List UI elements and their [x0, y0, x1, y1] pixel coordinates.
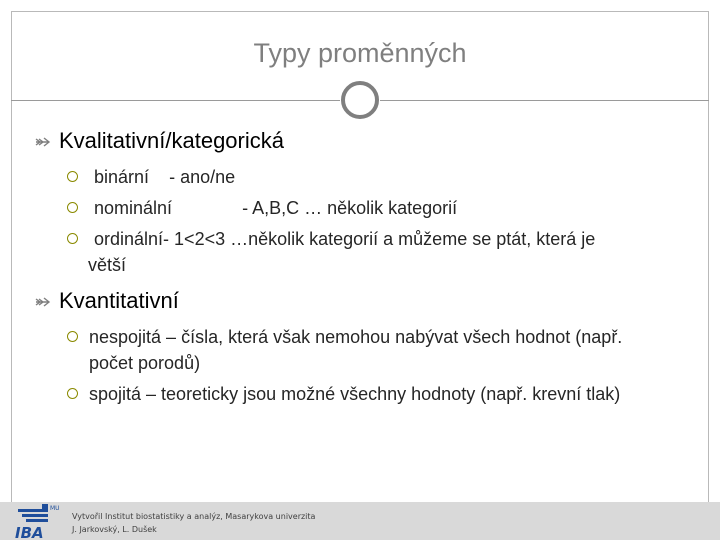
title-divider-left — [11, 100, 340, 101]
ring-bullet-icon — [67, 331, 78, 342]
ring-bullet-icon — [67, 233, 78, 244]
footer-credits — [72, 510, 315, 536]
list-item-term: nominální — [94, 198, 173, 218]
list-item-continuous: spojitá – teoreticky jsou možné všechny hodnoty (např. krevní tlak) — [89, 384, 621, 404]
footer-line-2: J. Jarkovský, L. Dušek — [72, 525, 157, 534]
list-item-discrete-cont: počet porodů) — [89, 353, 201, 373]
title-divider-right — [380, 100, 709, 101]
footer-line-1: Vytvořil Institut biostatistiky a analýz, Masarykova univerzita — [72, 512, 316, 521]
list-item-nominal — [94, 195, 457, 221]
list-item-ordinal: ordinální- 1<2<3 …několik kategorií a můžeme se ptát, která je — [94, 229, 596, 249]
logo-mark-text: MU — [50, 505, 60, 512]
divider-circle-icon — [341, 81, 379, 119]
feather-arrow-icon — [35, 297, 55, 307]
iba-logo — [12, 503, 60, 540]
list-item-binary — [94, 164, 235, 190]
logo-text: IBA — [15, 524, 44, 540]
list-item-desc: - A,B,C … několik kategorií — [242, 198, 458, 218]
slide-title: Typy proměnných — [253, 38, 467, 68]
list-item-ordinal-cont: větší — [88, 255, 127, 275]
ring-bullet-icon — [67, 202, 78, 213]
ring-bullet-icon — [67, 171, 78, 182]
ring-bullet-icon — [67, 388, 78, 399]
feather-arrow-icon — [35, 137, 55, 147]
list-item-term: binární — [94, 167, 150, 187]
list-item-discrete: nespojitá – čísla, která však nemohou nabývat všech hodnot (např. — [89, 327, 623, 347]
list-item-desc: - ano/ne — [169, 167, 236, 187]
section-heading-label: Kvantitativní — [59, 288, 179, 313]
section-heading-label: Kvalitativní/kategorická — [59, 128, 284, 153]
